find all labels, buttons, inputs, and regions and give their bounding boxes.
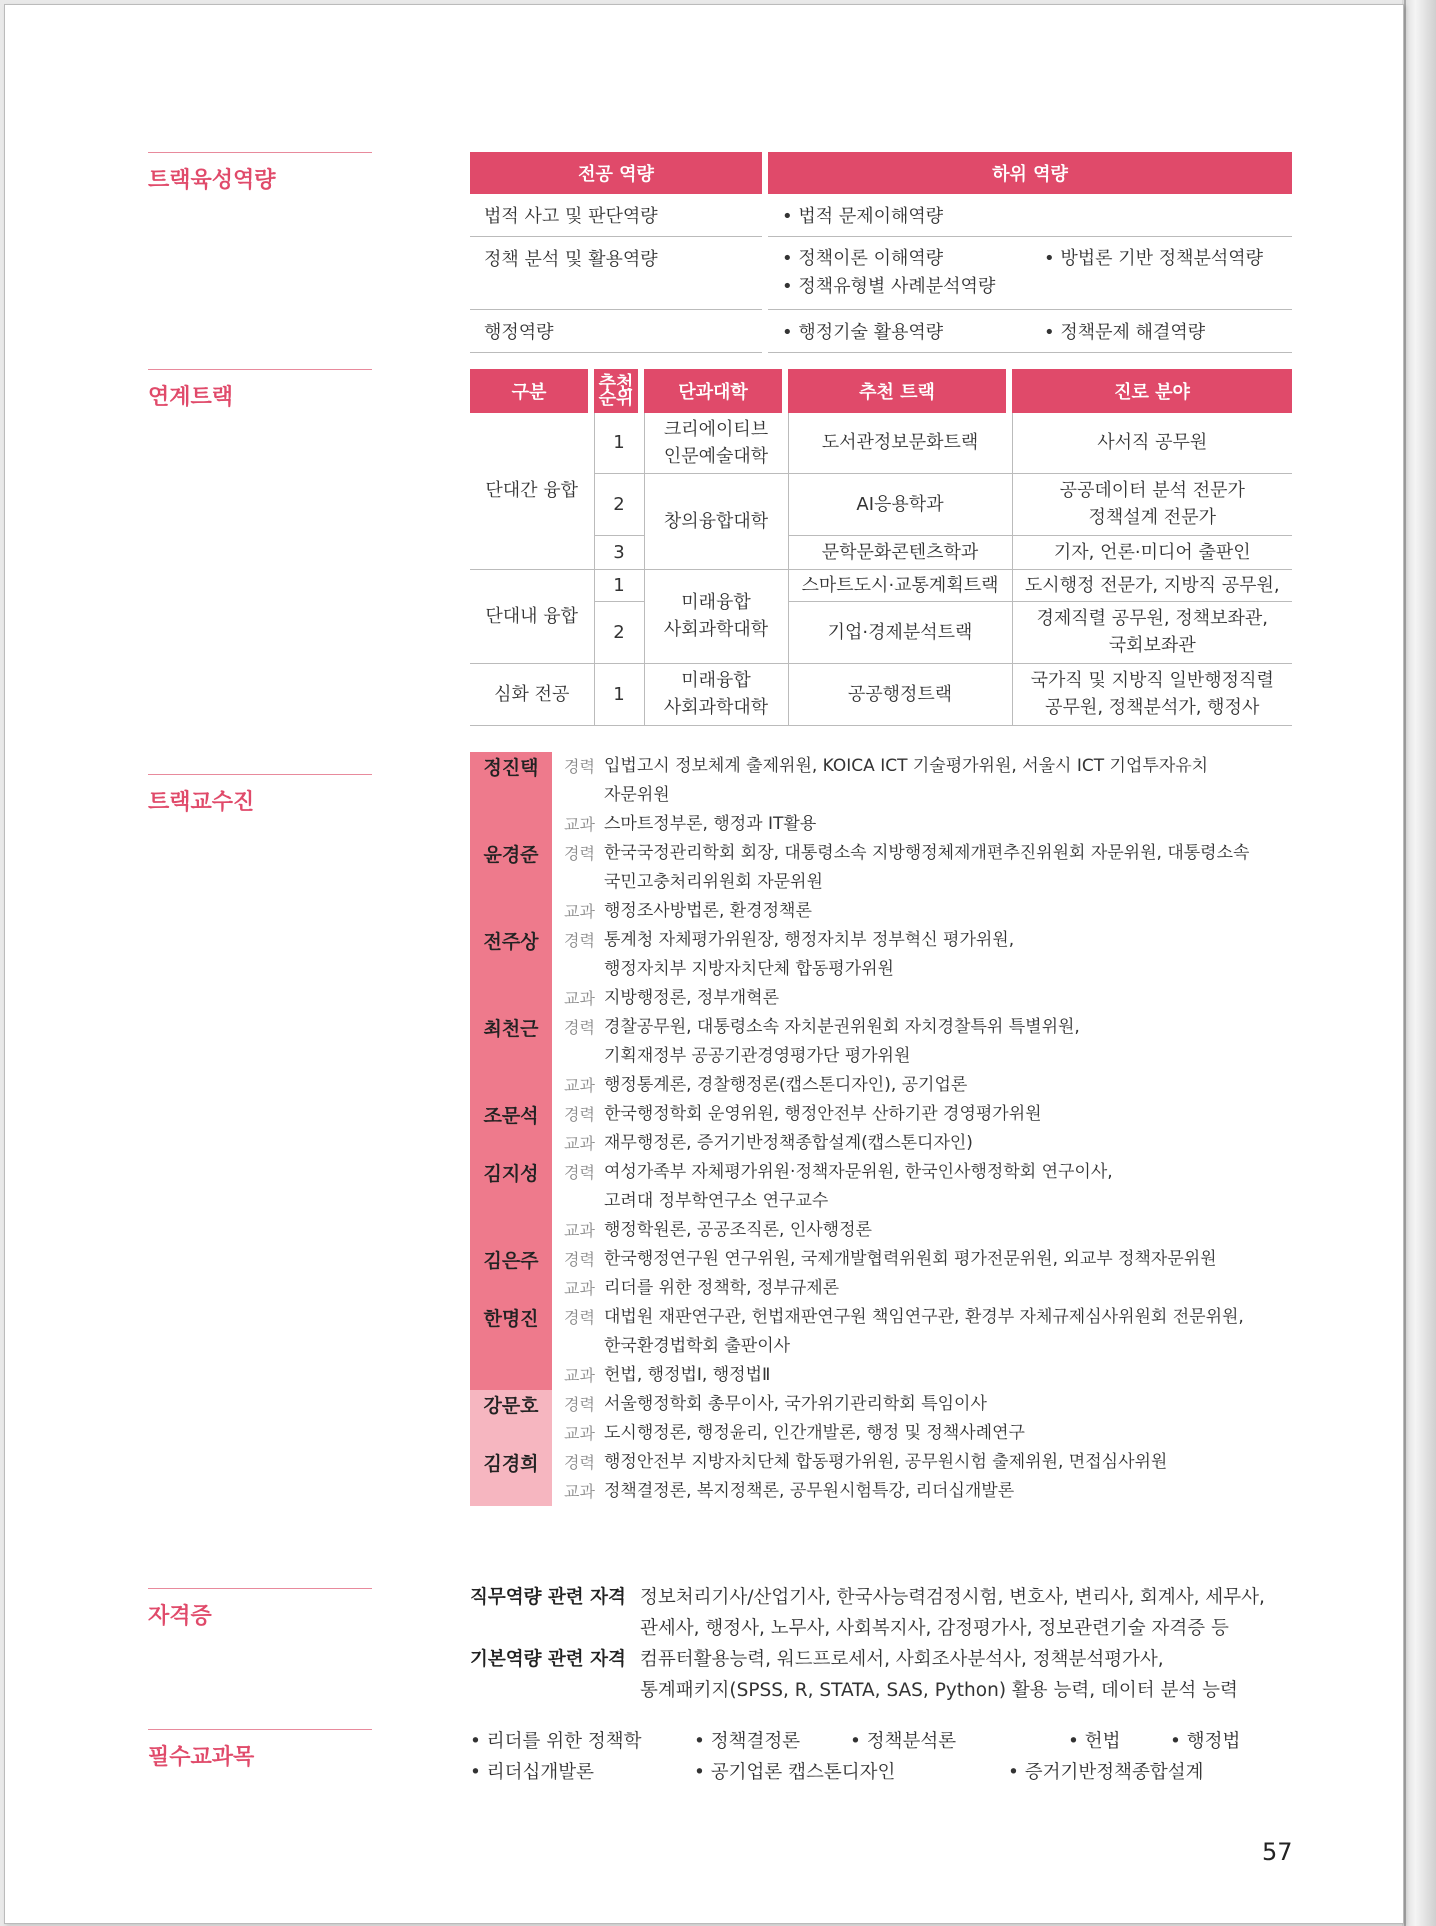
course-item: • 정책분석론 xyxy=(850,1731,957,1752)
career-tag: 경력 xyxy=(564,757,595,776)
sub-competency: • 방법론 기반 정책분석역량 xyxy=(1030,237,1292,310)
major-competency: 행정역량 xyxy=(470,310,762,353)
course-tag: 교과 xyxy=(564,1134,595,1153)
professor-courses: 지방행정론, 정부개혁론 xyxy=(604,988,780,1008)
professor-career: 행정안전부 지방자치단체 합동평가위원, 공무원시험 출제위원, 면접심사위원 xyxy=(604,1452,1168,1472)
career-tag: 경력 xyxy=(564,1163,595,1182)
section-label-certificate: 자격증 xyxy=(148,1588,372,1630)
course-tag: 교과 xyxy=(564,1221,595,1240)
professor-row xyxy=(470,1303,1310,1390)
category-cell: 단대내 융합 xyxy=(470,569,594,663)
track-cell: 스마트도시·교통계획트랙 xyxy=(788,569,1012,601)
college-cell: 미래융합 사회과학대학 xyxy=(644,663,788,725)
college-cell: 창의융합대학 xyxy=(644,473,788,569)
professor-row xyxy=(470,1158,1310,1245)
page-curl xyxy=(1402,0,1436,1926)
professor-name: 최천근 xyxy=(470,1013,552,1100)
course-item: • 헌법 xyxy=(1068,1731,1121,1752)
professor-career: 입법고시 정보체계 출제위원, KOICA ICT 기술평가위원, 서울시 ICT 기업투자유치 자문위원 xyxy=(604,756,1209,805)
header-category: 구분 xyxy=(470,369,588,413)
course-item: • 공기업론 캡스톤디자인 xyxy=(694,1762,896,1783)
course-item: • 리더십개발론 xyxy=(470,1762,595,1783)
course-tag: 교과 xyxy=(564,1366,595,1385)
professor-name: 조문석 xyxy=(470,1100,552,1158)
professor-courses: 행정조사방법론, 환경정책론 xyxy=(604,901,812,921)
certificate-list xyxy=(470,1582,1320,1706)
linked-track-table xyxy=(470,369,1292,726)
career-tag: 경력 xyxy=(564,1395,595,1414)
major-competency: 법적 사고 및 판단역량 xyxy=(470,194,762,237)
professor-courses: 행정학원론, 공공조직론, 인사행정론 xyxy=(604,1220,872,1240)
professor-row xyxy=(470,1448,1310,1506)
career-cell: 사서직 공무원 xyxy=(1012,413,1292,473)
category-cell: 단대간 융합 xyxy=(470,413,594,569)
professor-career: 대법원 재판연구관, 헌법재판연구원 책임연구관, 환경부 자체규제심사위원회 전문위원, 한국환경법학회 출판이사 xyxy=(604,1307,1244,1356)
header-major-competency: 전공 역량 xyxy=(470,152,762,194)
course-item: • 행정법 xyxy=(1170,1731,1241,1752)
header-rank: 추천 순위 xyxy=(594,369,638,413)
career-tag: 경력 xyxy=(564,1453,595,1472)
professor-name: 김은주 xyxy=(470,1245,552,1303)
header-sub-competency: 하위 역량 xyxy=(768,152,1292,194)
certificate-value: 정보처리기사/산업기사, 한국사능력검정시험, 변호사, 변리사, 회계사, 세무사, 관세사, 행정사, 노무사, 사회복지사, 감정평가사, 정보관련기술 자격증 등 xyxy=(640,1587,1265,1639)
professor-career: 여성가족부 자체평가위원·정책자문위원, 한국인사행정학회 연구이사, 고려대 정부학연구소 연구교수 xyxy=(604,1162,1113,1211)
career-tag: 경력 xyxy=(564,844,595,863)
professor-courses: 정책결정론, 복지정책론, 공무원시험특강, 리더십개발론 xyxy=(604,1481,1015,1501)
college-cell: 미래융합 사회과학대학 xyxy=(644,569,788,663)
section-label-faculty: 트랙교수진 xyxy=(148,774,372,816)
track-cell: AI응용학과 xyxy=(788,473,1012,535)
header-track: 추천 트랙 xyxy=(788,369,1006,413)
professor-row xyxy=(470,752,1310,839)
professor-courses: 재무행정론, 증거기반정책종합설계(캡스톤디자인) xyxy=(604,1133,973,1153)
professor-career: 경찰공무원, 대통령소속 자치분권위원회 자치경찰특위 특별위원, 기획재정부 공공기관경영평가단 평가위원 xyxy=(604,1017,1080,1066)
professor-courses: 행정통계론, 경찰행정론(캡스톤디자인), 공기업론 xyxy=(604,1075,968,1095)
certificate-row xyxy=(470,1644,1320,1706)
professor-name: 정진택 xyxy=(470,752,552,839)
professor-courses: 스마트정부론, 행정과 IT활용 xyxy=(604,814,817,834)
sub-competency: • 정책이론 이해역량 • 정책유형별 사례분석역량 xyxy=(768,237,1030,310)
course-item: • 증거기반정책종합설계 xyxy=(1008,1762,1204,1783)
sub-competency: • 법적 문제이해역량 xyxy=(768,194,1292,237)
course-item: • 정책결정론 xyxy=(694,1731,801,1752)
career-cell: 경제직렬 공무원, 정책보좌관, 국회보좌관 xyxy=(1012,601,1292,663)
course-tag: 교과 xyxy=(564,1279,595,1298)
certificate-row xyxy=(470,1582,1320,1644)
course-item: • 리더를 위한 정책학 xyxy=(470,1731,642,1752)
career-cell: 공공데이터 분석 전문가 정책설계 전문가 xyxy=(1012,473,1292,535)
career-tag: 경력 xyxy=(564,1250,595,1269)
sub-competency: • 행정기술 활용역량 xyxy=(768,310,1030,353)
course-tag: 교과 xyxy=(564,902,595,921)
competency-table xyxy=(470,152,1292,353)
professor-courses: 리더를 위한 정책학, 정부규제론 xyxy=(604,1278,840,1298)
rank-cell: 3 xyxy=(594,535,644,569)
career-tag: 경력 xyxy=(564,1018,595,1037)
career-tag: 경력 xyxy=(564,931,595,950)
professor-row xyxy=(470,926,1310,1013)
course-tag: 교과 xyxy=(564,989,595,1008)
professor-name: 김경희 xyxy=(470,1448,552,1506)
professor-row xyxy=(470,1013,1310,1100)
track-cell: 공공행정트랙 xyxy=(788,663,1012,725)
track-cell: 문학문화콘텐츠학과 xyxy=(788,535,1012,569)
rank-cell: 2 xyxy=(594,601,644,663)
rank-cell: 1 xyxy=(594,413,644,473)
professor-courses: 헌법, 행정법Ⅰ, 행정법Ⅱ xyxy=(604,1365,771,1385)
career-cell: 기자, 언론·미디어 출판인 xyxy=(1012,535,1292,569)
professor-career: 한국국정관리학회 회장, 대통령소속 지방행정체제개편추진위원회 자문위원, 대통령소속 국민고충처리위원회 자문위원 xyxy=(604,843,1250,892)
rank-cell: 1 xyxy=(594,569,644,601)
professor-name: 강문호 xyxy=(470,1390,552,1448)
rank-cell: 1 xyxy=(594,663,644,725)
sub-competency: • 정책문제 해결역량 xyxy=(1030,310,1292,353)
course-tag: 교과 xyxy=(564,1424,595,1443)
header-career: 진로 분야 xyxy=(1012,369,1292,413)
professor-career: 한국행정연구원 연구위원, 국제개발협력위원회 평가전문위원, 외교부 정책자문위원 xyxy=(604,1249,1217,1269)
section-label-linked-track: 연계트랙 xyxy=(148,369,372,411)
professor-name: 김지성 xyxy=(470,1158,552,1245)
career-tag: 경력 xyxy=(564,1105,595,1124)
section-label-required: 필수교과목 xyxy=(148,1729,372,1771)
course-tag: 교과 xyxy=(564,815,595,834)
category-cell: 심화 전공 xyxy=(470,663,594,725)
certificate-value: 컴퓨터활용능력, 워드프로세서, 사회조사분석사, 정책분석평가사, 통계패키지(SPSS, R, STATA, SAS, Python) 활용 능력, 데이터 분석 능력 xyxy=(640,1649,1238,1701)
professor-row xyxy=(470,1390,1310,1448)
professor-career: 통계청 자체평가위원장, 행정자치부 정부혁신 평가위원, 행정자치부 지방자치단체 합동평가위원 xyxy=(604,930,1015,979)
header-college: 단과대학 xyxy=(644,369,782,413)
track-cell: 도서관정보문화트랙 xyxy=(788,413,1012,473)
career-tag: 경력 xyxy=(564,1308,595,1327)
major-competency: 정책 분석 및 활용역량 xyxy=(470,237,762,310)
section-label-competency: 트랙육성역량 xyxy=(148,152,372,194)
course-tag: 교과 xyxy=(564,1482,595,1501)
course-tag: 교과 xyxy=(564,1076,595,1095)
certificate-key: 직무역량 관련 자격 xyxy=(470,1587,626,1608)
professor-row xyxy=(470,1100,1310,1158)
professor-row xyxy=(470,1245,1310,1303)
professor-career: 한국행정학회 운영위원, 행정안전부 산하기관 경영평가위원 xyxy=(604,1104,1042,1124)
professor-career: 서울행정학회 총무이사, 국가위기관리학회 특임이사 xyxy=(604,1394,987,1414)
certificate-key: 기본역량 관련 자격 xyxy=(470,1649,626,1670)
track-cell: 기업·경제분석트랙 xyxy=(788,601,1012,663)
professor-name: 전주상 xyxy=(470,926,552,1013)
professor-name: 한명진 xyxy=(470,1303,552,1390)
professor-name: 윤경준 xyxy=(470,839,552,926)
page-number: 57 xyxy=(1262,1838,1293,1866)
required-course-list xyxy=(470,1726,1300,1788)
faculty-list xyxy=(470,752,1310,1506)
page-edge xyxy=(1404,0,1406,1926)
professor-courses: 도시행정론, 행정윤리, 인간개발론, 행정 및 정책사례연구 xyxy=(604,1423,1025,1443)
career-cell: 도시행정 전문가, 지방직 공무원, xyxy=(1012,569,1292,601)
career-cell: 국가직 및 지방직 일반행정직렬 공무원, 정책분석가, 행정사 xyxy=(1012,663,1292,725)
rank-cell: 2 xyxy=(594,473,644,535)
professor-row xyxy=(470,839,1310,926)
college-cell: 크리에이티브 인문예술대학 xyxy=(644,413,788,473)
